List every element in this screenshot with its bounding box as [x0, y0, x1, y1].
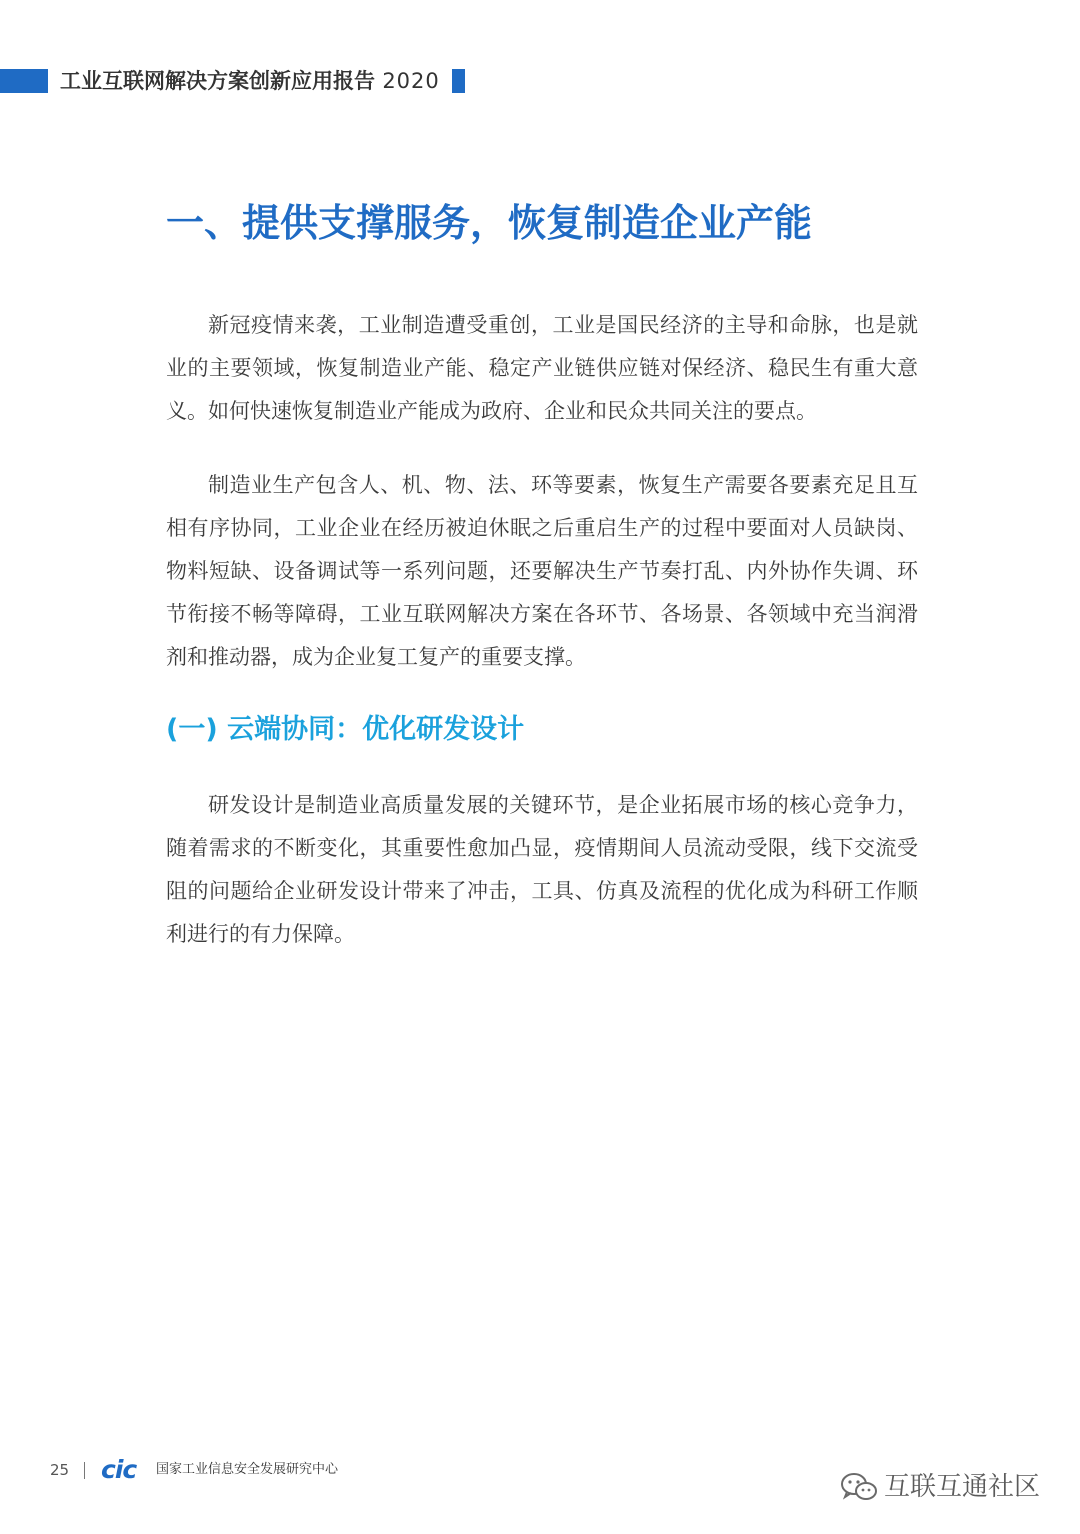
organization-name: 国家工业信息安全发展研究中心 — [156, 1462, 339, 1477]
report-year: 2020 — [382, 69, 440, 93]
wechat-icon — [840, 1471, 878, 1503]
cic-logo: cic — [101, 1455, 137, 1484]
page-number: 25 — [50, 1461, 70, 1479]
header-accent-bar-left — [0, 69, 48, 93]
body-paragraph-3: 研发设计是制造业高质量发展的关键环节，是企业拓展市场的核心竞争力，随着需求的不断变化，其重要性愈加凸显，疫情期间人员流动受限，线下交流受阻的问题给企业研发设计带来了冲击，工具、仿真及流程的优化成为科研工作顺利进行的有力保障。 — [166, 793, 918, 946]
body-paragraph-1: 新冠疫情来袭，工业制造遭受重创，工业是国民经济的主导和命脉，也是就业的主要领域，恢复制造业产能、稳定产业链供应链对保经济、稳民生有重大意义。如何快速恢复制造业产能成为政府、企业和民众共同关注的要点。 — [166, 313, 918, 423]
report-title — [60, 66, 440, 96]
watermark-text: 互联互通社区 — [884, 1472, 1041, 1502]
report-title-text: 工业互联网解决方案创新应用报告 — [60, 69, 375, 93]
section-heading: 一、提供支撑服务，恢复制造企业产能 — [166, 201, 813, 245]
wechat-watermark — [840, 1466, 1040, 1508]
footer-divider — [84, 1462, 85, 1479]
subsection-heading: (一) 云端协同：优化研发设计 — [166, 714, 525, 745]
header-accent-bar-right — [452, 69, 465, 93]
body-paragraph-2: 制造业生产包含人、机、物、法、环等要素，恢复生产需要各要素充足且互相有序协同，工业企业在经历被迫休眠之后重启生产的过程中要面对人员缺岗、物料短缺、设备调试等一系列问题，还要解决生产节奏打乱、内外协作失调、环节衔接不畅等障碍，工业互联网解决方案在各环节、各场景、各领域中充当润滑剂和推动器，成为企业复工复产的重要支撑。 — [166, 473, 918, 669]
